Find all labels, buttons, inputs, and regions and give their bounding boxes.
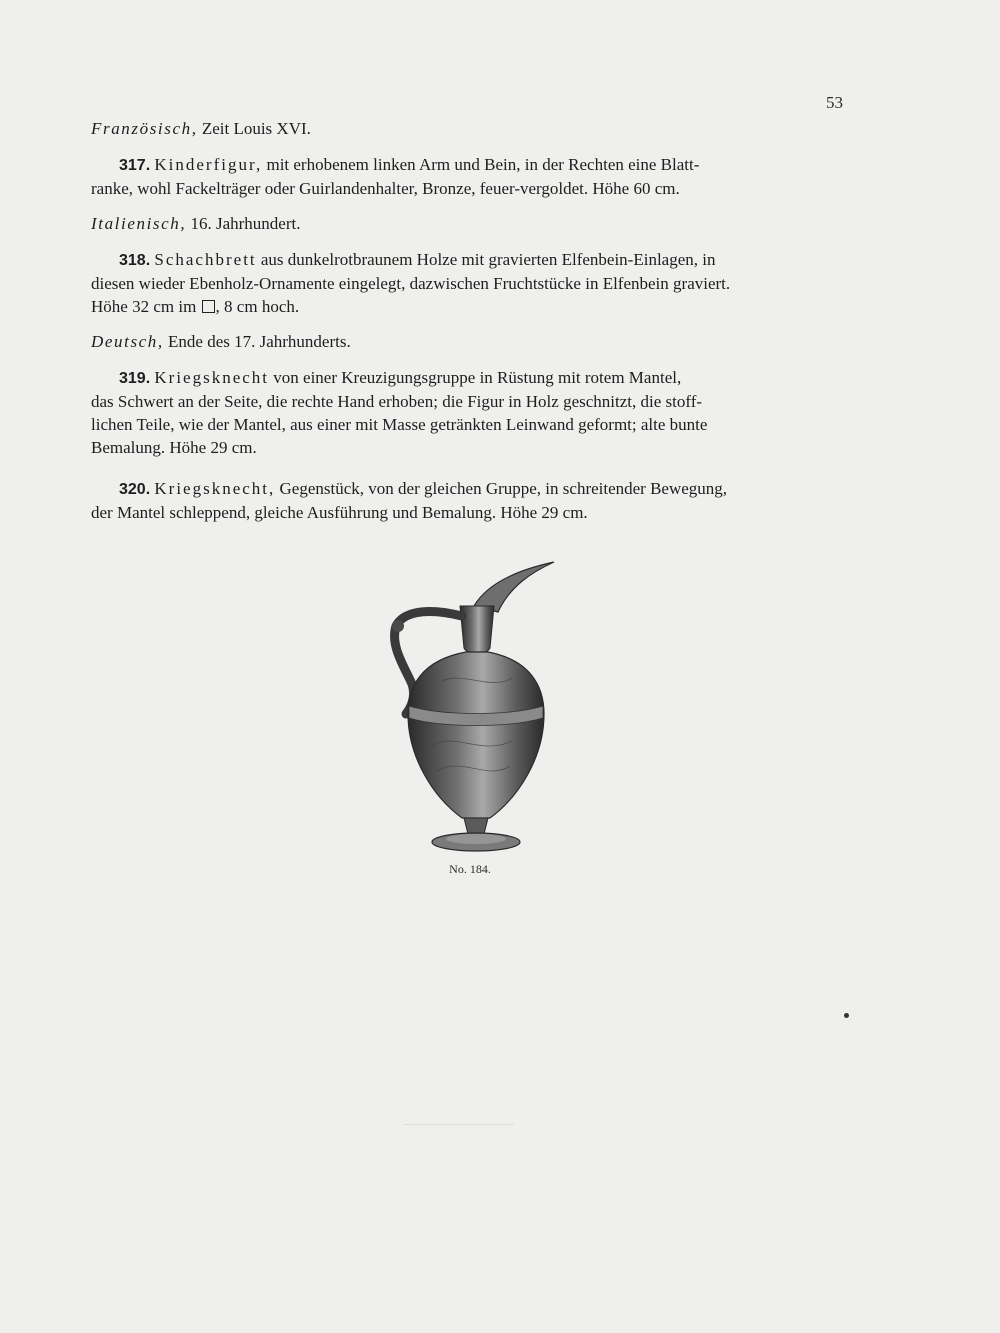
- entry-text: das Schwert an der Seite, die rechte Hand erhoben; die Figur in Holz geschnitzt, die stoff-: [91, 392, 703, 411]
- bleed-through-rule: [404, 1124, 514, 1125]
- entry-text: lichen Teile, wie der Mantel, aus einer mit Masse getränkten Leinwand geformt; alte bunte: [91, 415, 708, 434]
- catalog-text: [91, 117, 847, 536]
- handle-figure-head: [392, 620, 404, 632]
- origin-style: Französisch,: [91, 119, 198, 138]
- catalog-entry-318: [91, 248, 847, 318]
- entry-title: Schachbrett: [154, 250, 257, 269]
- entry-number: 318.: [119, 252, 151, 269]
- entry-text: aus dunkelrotbraunem Holze mit gravierten Elfenbein-Einlagen, in: [260, 250, 716, 269]
- catalog-entry-317: [91, 153, 847, 200]
- entry-text: der Mantel schleppend, gleiche Ausführung und Bemalung. Höhe 29 cm.: [91, 503, 588, 522]
- entry-number: 320.: [119, 481, 151, 498]
- origin-heading: [91, 330, 847, 354]
- ewer-foot-rim: [446, 834, 506, 844]
- origin-period: 16. Jahrhundert.: [190, 214, 301, 233]
- entry-text: , 8 cm hoch.: [215, 297, 300, 316]
- entry-number: 317.: [119, 157, 151, 174]
- ewer-body: [408, 652, 544, 818]
- entry-text: Gegenstück, von der gleichen Gruppe, in schreitender Bewegung,: [279, 479, 728, 498]
- ewer-spout: [474, 562, 554, 612]
- catalog-entry-319: [91, 366, 847, 459]
- entry-text: diesen wieder Ebenholz-Ornamente eingelegt, dazwischen Fruchtstücke in Elfenbein graviert.: [91, 274, 731, 293]
- ink-spot: [844, 1013, 849, 1018]
- entry-title: Kriegsknecht,: [154, 479, 276, 498]
- entry-text: mit erhobenem linken Arm und Bein, in der Rechten eine Blatt-: [266, 155, 700, 174]
- catalog-entry-320: [91, 477, 847, 524]
- entry-number: 319.: [119, 370, 151, 387]
- entry-text-line: [91, 295, 847, 318]
- entry-text: Höhe 32 cm im: [91, 297, 197, 316]
- square-symbol-icon: [202, 300, 215, 313]
- origin-heading: [91, 117, 847, 141]
- ewer-illustration: [382, 556, 562, 856]
- figure-caption: No. 184.: [449, 862, 491, 876]
- page-number: 53: [826, 93, 843, 112]
- entry-text: Bemalung. Höhe 29 cm.: [91, 438, 257, 457]
- origin-period: Ende des 17. Jahrhunderts.: [168, 332, 351, 351]
- entry-title: Kriegsknecht: [154, 368, 270, 387]
- ewer-stem: [464, 818, 488, 834]
- entry-text: von einer Kreuzigungsgruppe in Rüstung mit rotem Mantel,: [273, 368, 682, 387]
- origin-style: Italienisch,: [91, 214, 187, 233]
- entry-text: ranke, wohl Fackelträger oder Guirlandenhalter, Bronze, feuer-vergoldet. Höhe 60 cm.: [91, 179, 680, 198]
- entry-title: Kinderfigur,: [154, 155, 263, 174]
- origin-period: Zeit Louis XVI.: [201, 119, 311, 138]
- origin-heading: [91, 212, 847, 236]
- origin-style: Deutsch,: [91, 332, 164, 351]
